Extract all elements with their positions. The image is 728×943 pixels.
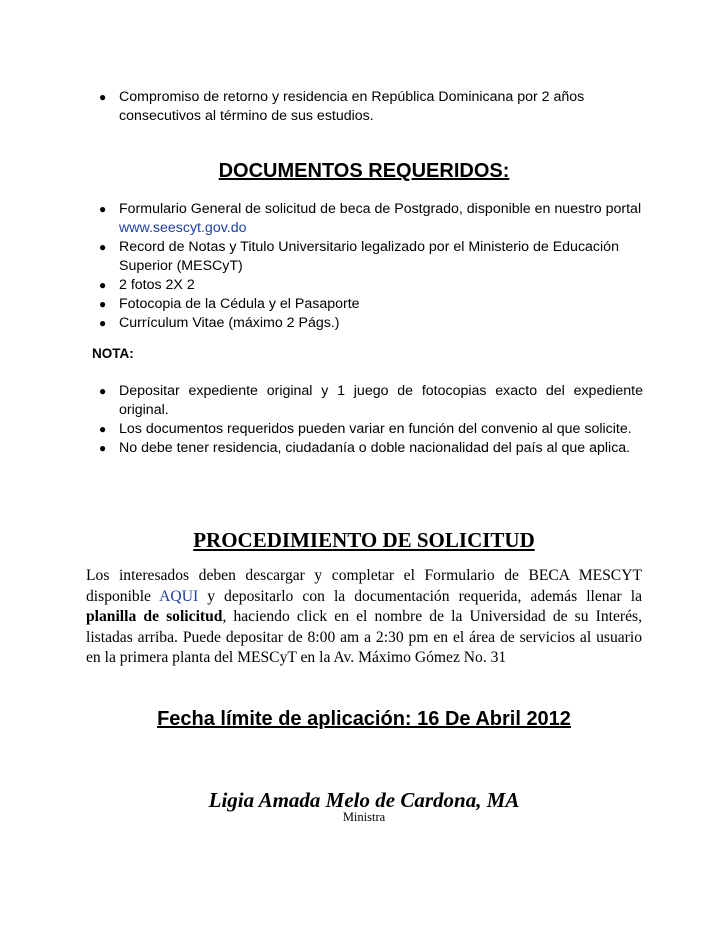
nota-item-text: Los documentos requeridos pueden variar en función del convenio al que solicite. [119, 421, 632, 437]
list-item [86, 88, 626, 126]
document-item-text: Formulario General de solicitud de beca de Postgrado, disponible en nuestro portal [119, 201, 642, 217]
bullet-icon: ● [99, 278, 107, 292]
list-item [86, 238, 646, 276]
bullet-icon: ● [99, 384, 107, 398]
application-form-bold: planilla de solicitud [86, 608, 223, 626]
list-item [86, 200, 646, 238]
procedure-heading: PROCEDIMIENTO DE SOLICITUD [193, 528, 535, 552]
nota-list [86, 382, 643, 458]
document-item-text: Fotocopia de la Cédula y el Pasaporte [119, 296, 360, 312]
nota-label: NOTA: [92, 346, 134, 361]
document-item-text: 2 fotos 2X 2 [119, 277, 195, 293]
documents-heading: DOCUMENTOS REQUERIDOS: [218, 160, 510, 182]
procedure-text-2: y depositarlo con la documentación requerida, además llenar la [198, 587, 643, 605]
portal-link[interactable]: www.seescyt.gov.do [119, 220, 247, 236]
nota-item-text: Depositar expediente original y 1 juego de fotocopias exacto del expediente original. [119, 383, 643, 418]
bullet-icon: ● [99, 90, 107, 104]
document-item-text: Record de Notas y Titulo Universitario legalizado por el Ministerio de Educación Superior (MESCyT) [119, 239, 619, 274]
bullet-icon: ● [99, 240, 107, 254]
signer-title: Ministra [342, 810, 386, 824]
procedure-text-1: Los interesados deben descargar y completar el Formulario de BECA MESCYT disponible [86, 567, 642, 605]
bullet-icon: ● [99, 441, 107, 455]
bullet-icon: ● [99, 297, 107, 311]
list-item [86, 276, 646, 295]
list-item [86, 314, 646, 333]
intro-list [86, 88, 626, 126]
list-item [86, 439, 643, 458]
procedure-paragraph [86, 566, 642, 669]
list-item [86, 382, 643, 420]
intro-item-text: Compromiso de retorno y residencia en República Dominicana por 2 años consecutivos al término de sus estudios. [119, 89, 585, 124]
bullet-icon: ● [99, 316, 107, 330]
nota-item-text: No debe tener residencia, ciudadanía o doble nacionalidad del país al que aplica. [119, 440, 631, 456]
procedure-text-3: , haciendo click en el nombre de la Universidad de su Interés, listadas arriba. Puede depositar de 8:00 am a 2:30 pm en el área de servicios al usuario en la primera planta del MESCyT en la Av. Máximo Gómez No. 31 [86, 608, 642, 667]
signer-name: Ligia Amada Melo de Cardona, MA [208, 788, 520, 812]
list-item [86, 420, 643, 439]
document-item-text: Currículum Vitae (máximo 2 Págs.) [119, 315, 340, 331]
list-item [86, 295, 646, 314]
documents-list [86, 200, 646, 333]
bullet-icon: ● [99, 202, 107, 216]
download-form-link[interactable]: AQUI [159, 587, 199, 605]
bullet-icon: ● [99, 422, 107, 436]
deadline-text: Fecha límite de aplicación: 16 De Abril 2012 [157, 708, 571, 730]
